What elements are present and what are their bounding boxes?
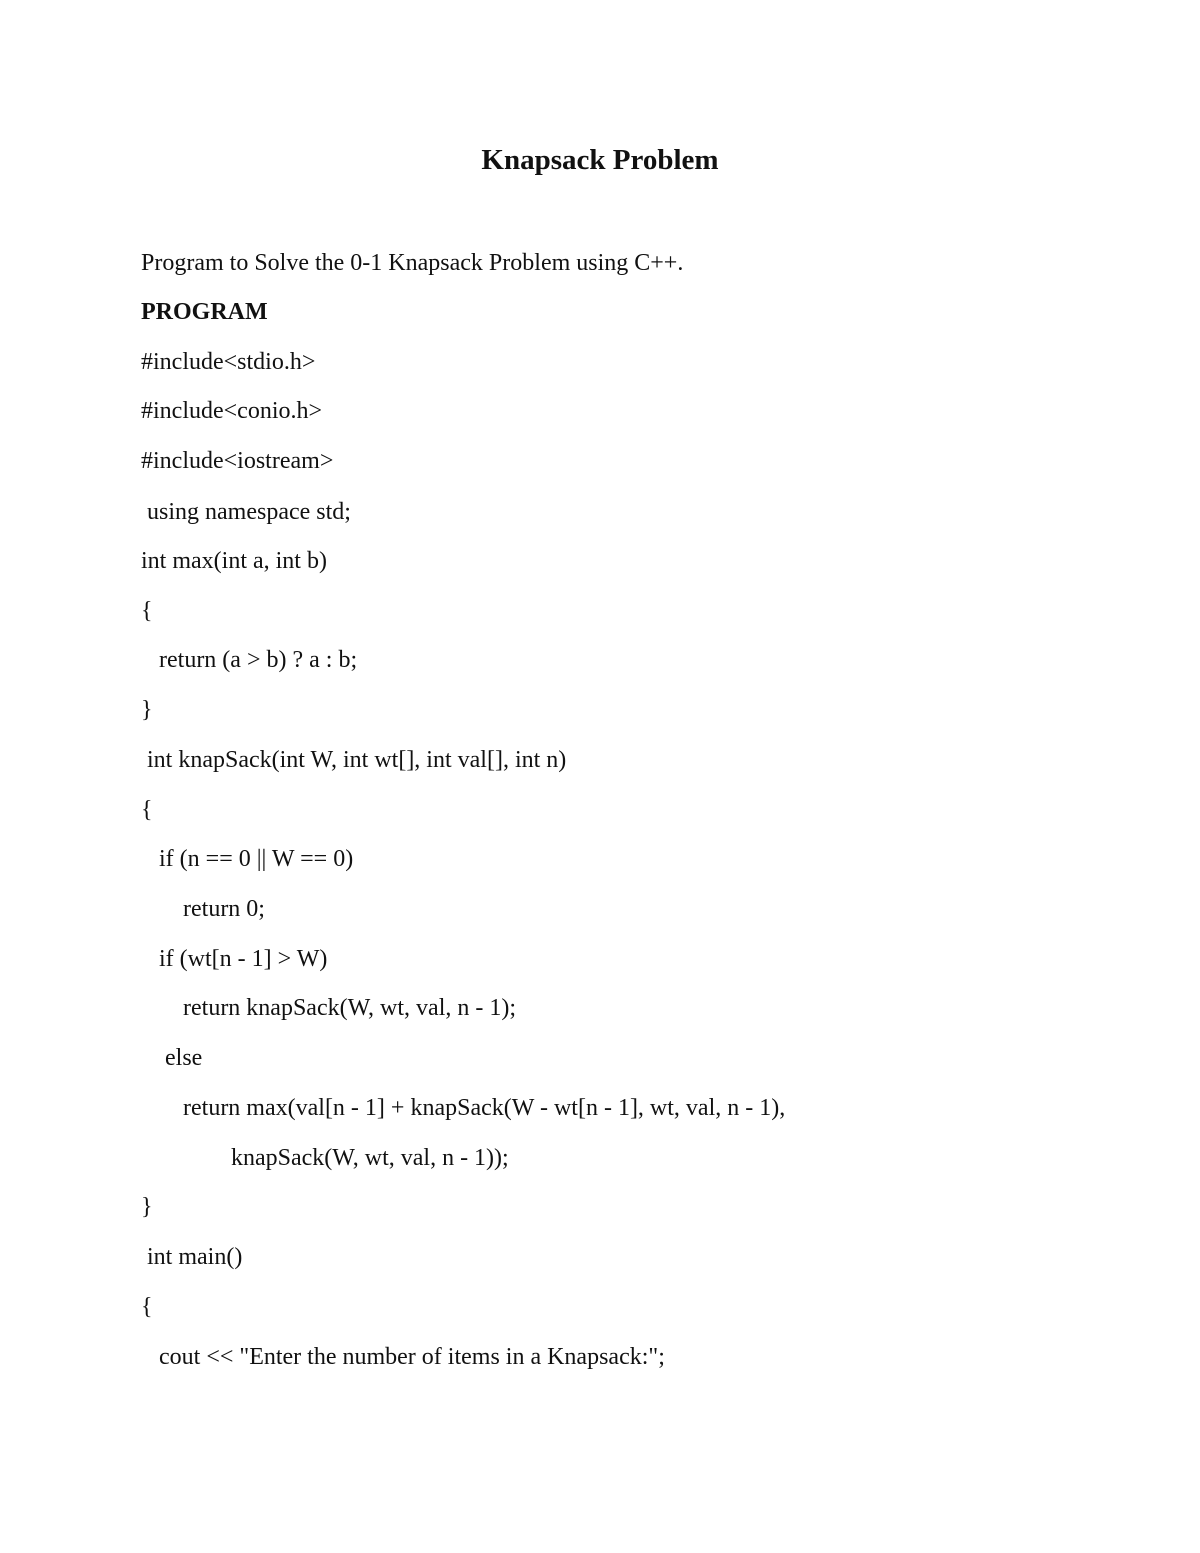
- code-line: }: [141, 1194, 153, 1220]
- code-line: #include<conio.h>: [141, 398, 323, 424]
- code-line: {: [141, 797, 153, 823]
- code-line: {: [141, 1294, 153, 1320]
- intro-text: Program to Solve the 0-1 Knapsack Problem using C++.: [141, 250, 684, 276]
- code-line: return max(val[n - 1] + knapSack(W - wt[n - 1], wt, val, n - 1),: [141, 1095, 786, 1121]
- code-line: return knapSack(W, wt, val, n - 1);: [141, 995, 517, 1021]
- code-line: int main(): [141, 1244, 243, 1270]
- code-line: using namespace std;: [141, 499, 351, 525]
- code-line: int max(int a, int b): [141, 548, 327, 574]
- code-line: else: [141, 1045, 203, 1071]
- code-line: #include<iostream>: [141, 448, 334, 474]
- code-line: }: [141, 697, 153, 723]
- code-line: if (wt[n - 1] > W): [141, 946, 328, 972]
- code-line: knapSack(W, wt, val, n - 1));: [141, 1145, 509, 1171]
- code-line: #include<stdio.h>: [141, 349, 316, 375]
- code-line: if (n == 0 || W == 0): [141, 846, 354, 872]
- code-line: return (a > b) ? a : b;: [141, 647, 358, 673]
- code-line: return 0;: [141, 896, 265, 922]
- code-line: int knapSack(int W, int wt[], int val[], int n): [141, 747, 567, 773]
- code-line: {: [141, 598, 153, 624]
- code-line: cout << "Enter the number of items in a Knapsack:";: [141, 1344, 665, 1370]
- section-heading: PROGRAM: [141, 299, 268, 325]
- document-title: Knapsack Problem: [481, 144, 719, 176]
